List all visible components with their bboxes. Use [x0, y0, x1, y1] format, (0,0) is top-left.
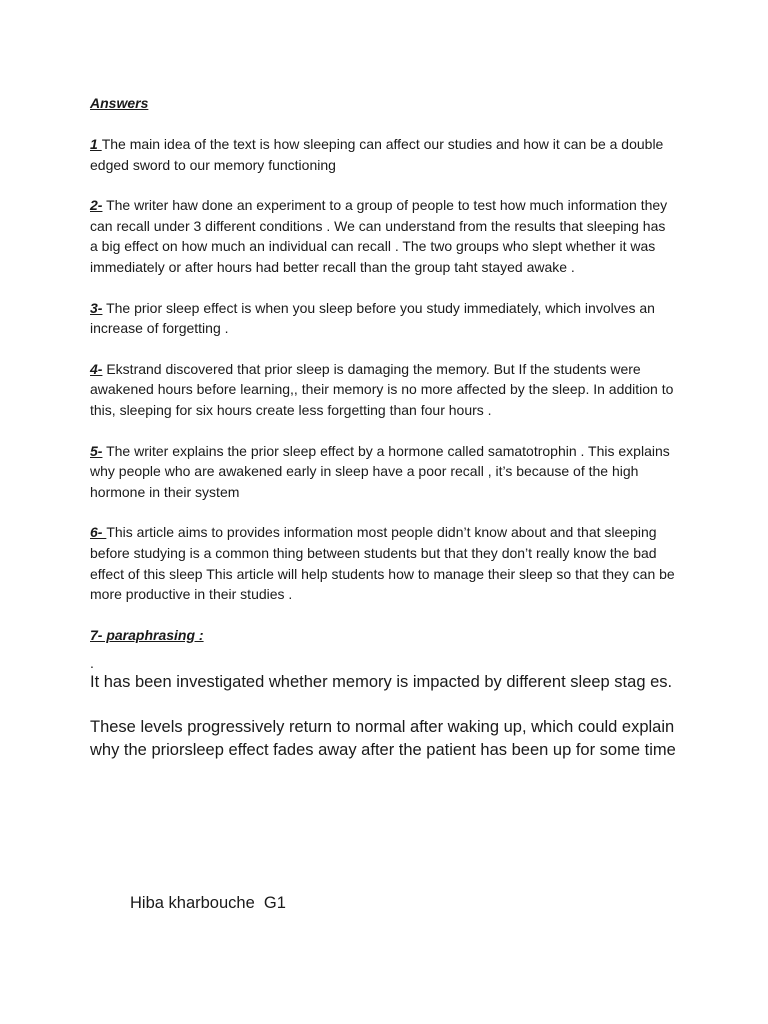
paraphrase-paragraph-2: These levels progressively return to normal after waking up, which could explain why the priorsleep effect fades away after the patient has been up for some time	[90, 717, 676, 759]
answer-3	[90, 298, 675, 339]
answer-text: The writer haw done an experiment to a group of people to test how much information they can recall under 3 different conditions . We can understand from the results that sleeping has a big effect on how much an individual can recall . The two groups who slept whether it was immediately or after hours had better recall than the group taht stayed awake .	[90, 197, 668, 275]
answer-number: 5-	[90, 442, 103, 459]
answer-6	[90, 522, 675, 604]
answer-number: 1	[90, 136, 102, 152]
answer-4	[90, 359, 675, 421]
answer-text: The writer explains the prior sleep effect by a hormone called samatotrophin . This explains why people who are awakened early in sleep have a poor recall , it’s because of the high hormone in their system	[90, 442, 670, 500]
answer-text: Ekstrand discovered that prior sleep is damaging the memory. But If the students were awakened hours before learning,, their memory is no more affected by the sleep. In addition to this, sleeping for six hours create less forgetting than four hours .	[90, 360, 674, 418]
author-signature: Hiba kharbouche G1	[130, 894, 286, 912]
answer-2	[90, 195, 675, 277]
answers-heading: Answers	[90, 95, 149, 111]
answer-number: 4-	[90, 360, 103, 377]
answer-5	[90, 441, 675, 503]
paraphrasing-heading: 7- paraphrasing :	[90, 626, 204, 643]
answer-text: The main idea of the text is how sleeping can affect our studies and how it can be a double edged sword to our memory functioning	[90, 136, 664, 173]
answer-1	[90, 134, 675, 175]
answers-section	[90, 93, 690, 784]
answer-number: 3-	[90, 299, 103, 316]
answer-number: 2-	[90, 197, 103, 214]
paraphrase-paragraph-1: It has been investigated whether memory is impacted by different sleep stag es.	[90, 672, 673, 691]
answer-number: 6-	[90, 524, 107, 541]
answer-text: The prior sleep effect is when you sleep before you study immediately, which involves an increase of forgetting .	[90, 299, 655, 337]
stray-dot: .	[90, 654, 94, 671]
answer-text: This article aims to provides information most people didn’t know about and that sleeping before studying is a common thing between students but that they don’t really know the bad effect of this sleep This article will help students how to manage their sleep so that they can be more productive in their studies .	[90, 524, 675, 603]
